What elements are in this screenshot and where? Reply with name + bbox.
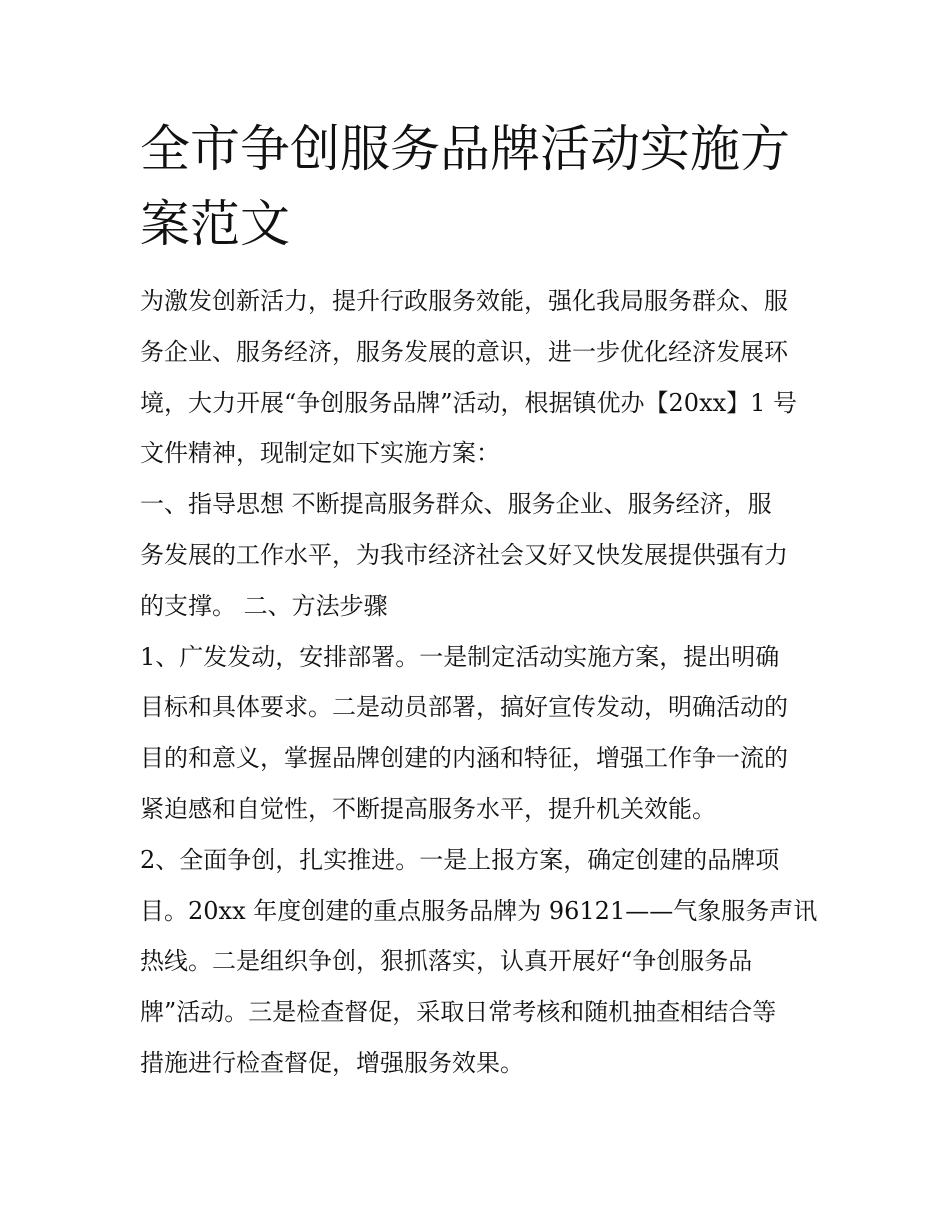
body-line: 热线。二是组织争创，狠抓落实，认真开展好“争创服务品 [140, 947, 753, 976]
body-line: 1、广发发动，安排部署。一是制定活动实施方案，提出明确 [140, 642, 780, 671]
body-line: 为激发创新活力，提升行政服务效能，强化我局服务群众、服 [140, 287, 788, 315]
body-line: 牌”活动。三是检查督促，采取日常考核和随机抽查相结合等 [140, 998, 777, 1027]
body-line: 务发展的工作水平，为我市经济社会又好又快发展提供强有力 [140, 540, 788, 569]
body-line: 的支撑。 二、方法步骤 [140, 591, 388, 620]
title-line: 全市争创服务品牌活动实施方 [140, 120, 790, 178]
document-body [140, 276, 820, 1089]
body-line: 目。20xx 年度创建的重点服务品牌为 96121——气象服务声讯 [140, 896, 818, 925]
title-line: 案范文 [140, 195, 290, 253]
body-line: 目标和具体要求。二是动员部署，搞好宣传发动，明确活动的 [140, 693, 788, 722]
body-line: 务企业、服务经济，服务发展的意识，进一步优化经济发展环 [140, 337, 788, 366]
body-line: 2、全面争创，扎实推进。一是上报方案，确定创建的品牌项 [140, 845, 780, 874]
body-line: 紧迫感和自觉性，不断提高服务水平，提升机关效能。 [140, 794, 716, 823]
document-title [140, 112, 820, 262]
body-line: 措施进行检查督促，增强服务效果。 [140, 1048, 524, 1077]
body-line: 一、指导思想 不断提高服务群众、服务企业、服务经济，服 [140, 490, 772, 519]
body-line: 目的和意义，掌握品牌创建的内涵和特征，增强工作争一流的 [140, 744, 788, 773]
body-line: 文件精神，现制定如下实施方案： [140, 439, 500, 468]
body-line: 境，大力开展“争创服务品牌”活动，根据镇优办【20xx】1 号 [140, 388, 798, 417]
